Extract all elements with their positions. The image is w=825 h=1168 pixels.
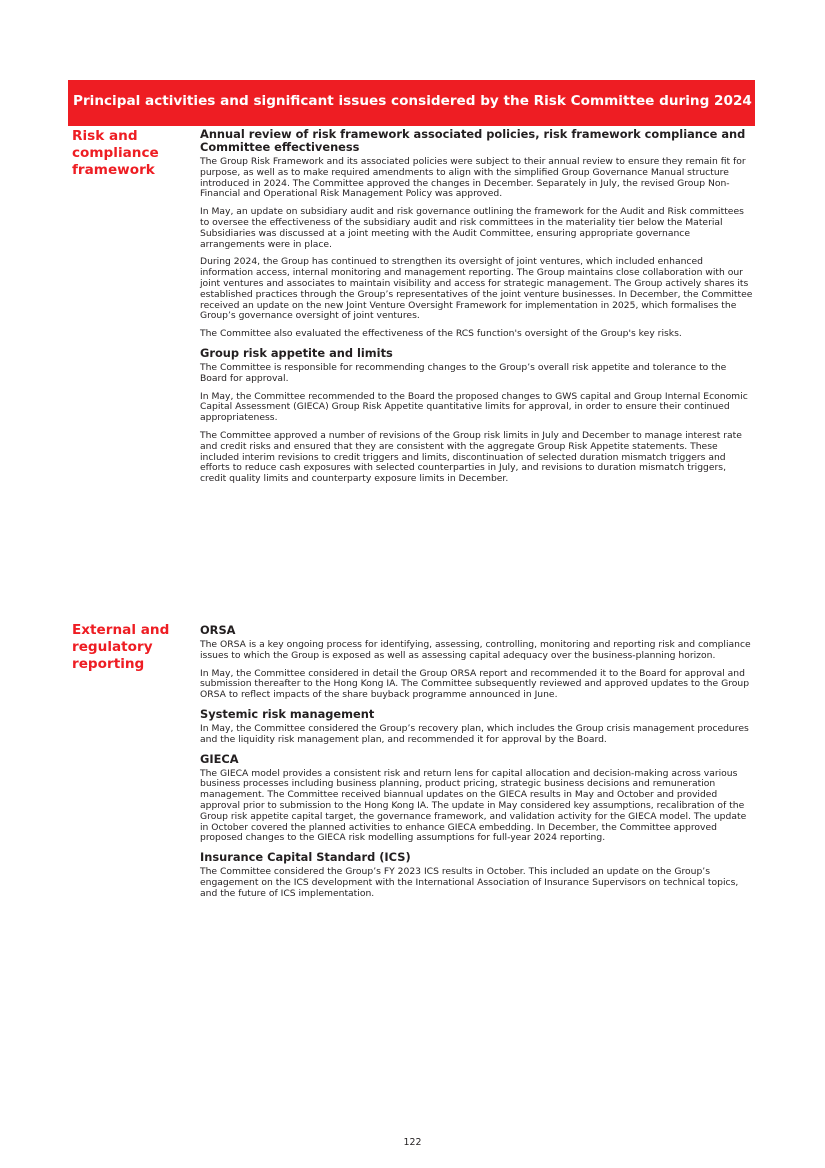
paragraph: The Committee is responsible for recommending changes to the Group’s overall risk appetite and tolerance to the Board for approval. [200, 361, 727, 384]
section-banner: Principal activities and significant issues considered by the Risk Committee during 2024 [68, 80, 755, 126]
paragraph: In May, the Committee considered in detail the Group ORSA report and recommended it to the Board for approval and submission thereafter to the Hong Kong IA. The Committee subsequently reviewed and approved updates to the Group ORSA to reflect impacts of the share buyback programme announced in June. [200, 667, 750, 701]
paragraph: The GIECA model provides a consistent risk and return lens for capital allocation and decision-making across various business processes including business planning, product pricing, strategic business decisions and remuneration management. The Committee received biannual updates on the GIECA results in May and October and provided approval prior to submission to the Hong Kong IA. The update in May considered key assumptions, recalibration of the Group risk appetite capital target, the governance framework, and validation activity for the GIECA model. The update in October covered the planned activities to enhance GIECA embedding. In December, the Committee approved proposed changes to the GIECA risk modelling assumptions for full-year 2024 reporting. [200, 767, 747, 844]
section-content-external-reporting [200, 624, 753, 907]
section-label-risk-compliance: Risk and compliance framework [72, 128, 159, 178]
paragraph: In May, the Committee recommended to the Board the proposed changes to GWS capital and Group Internal Economic Capital Assessment (GIECA) Group Risk Appetite quantitative limits for approval, in order to ensure their continued appropriateness. [200, 390, 748, 424]
paragraph: During 2024, the Group has continued to strengthen its oversight of joint ventures, which included enhanced information access, internal monitoring and management reporting. The Group maintains close collaboration with our joint ventures and associates to maintain visibility and access for strategic management. The Group actively shares its established practices through the Group’s representatives of the joint venture businesses. In December, the Committee received an update on the new Joint Venture Oversight Framework for implementation in 2025, which formalises the Group’s governance oversight of joint ventures. [200, 256, 753, 322]
paragraph: The ORSA is a key ongoing process for identifying, assessing, controlling, monitoring and reporting risk and compliance issues to which the Group is exposed as well as assessing capital adequacy over the business-planning horizon. [200, 639, 751, 661]
sub-heading-risk-appetite: Group risk appetite and limits [200, 345, 393, 360]
section-label-external-reporting: External and regulatory reporting [72, 622, 170, 672]
sub-heading-annual-review: Annual review of risk framework associated policies, risk framework compliance and Committee effectiveness [200, 127, 746, 154]
sub-heading-systemic-risk: Systemic risk management [200, 706, 375, 721]
sub-heading-gieca: GIECA [200, 751, 239, 766]
paragraph: In May, the Committee considered the Group’s recovery plan, which includes the Group crisis management procedures and the liquidity risk management plan, and recommended it for approval by the Board. [200, 722, 749, 745]
page-number: 122 [403, 1137, 422, 1148]
paragraph: The Committee considered the Group’s FY 2023 ICS results in October. This included an update on the Group’s engagement on the ICS development with the International Association of Insurance Supervisors on technical topics, and the future of ICS implementation. [200, 866, 739, 899]
paragraph: The Committee approved a number of revisions of the Group risk limits in July and December to manage interest rate and credit risks and ensured that they are consistent with the aggregate Group Risk Appetite statements. These included interim revisions to credit triggers and limits, discontinuation of selected duration mismatch triggers and efforts to reduce cash exposures with selected counterparties in July, and revisions to duration mismatch triggers, credit quality limits and counterparty exposure limits in December. [200, 429, 742, 485]
sub-heading-orsa: ORSA [200, 623, 236, 637]
paragraph: The Group Risk Framework and its associated policies were subject to their annual review to ensure they remain fit for purpose, as well as to make required amendments to align with the simplified Group Governance Manual structure introduced in 2024. The Committee approved the changes in December. Separately in July, the revised Group Non-Financial and Operational Risk Management Policy was approved. [200, 156, 746, 200]
paragraph: The Committee also evaluated the effectiveness of the RCS function's oversight of the Group's key risks. [200, 328, 682, 340]
paragraph: In May, an update on subsidiary audit and risk governance outlining the framework for the Audit and Risk committees to oversee the effectiveness of the subsidiary audit and risk committees in the materiality tier below the Material Subsidiaries was discussed at a joint meeting with the Audit Committee, ensuring appropriate governance arrangements were in place. [200, 206, 744, 250]
section-content-risk-compliance [200, 128, 753, 492]
sub-heading-ics: Insurance Capital Standard (ICS) [200, 850, 411, 865]
